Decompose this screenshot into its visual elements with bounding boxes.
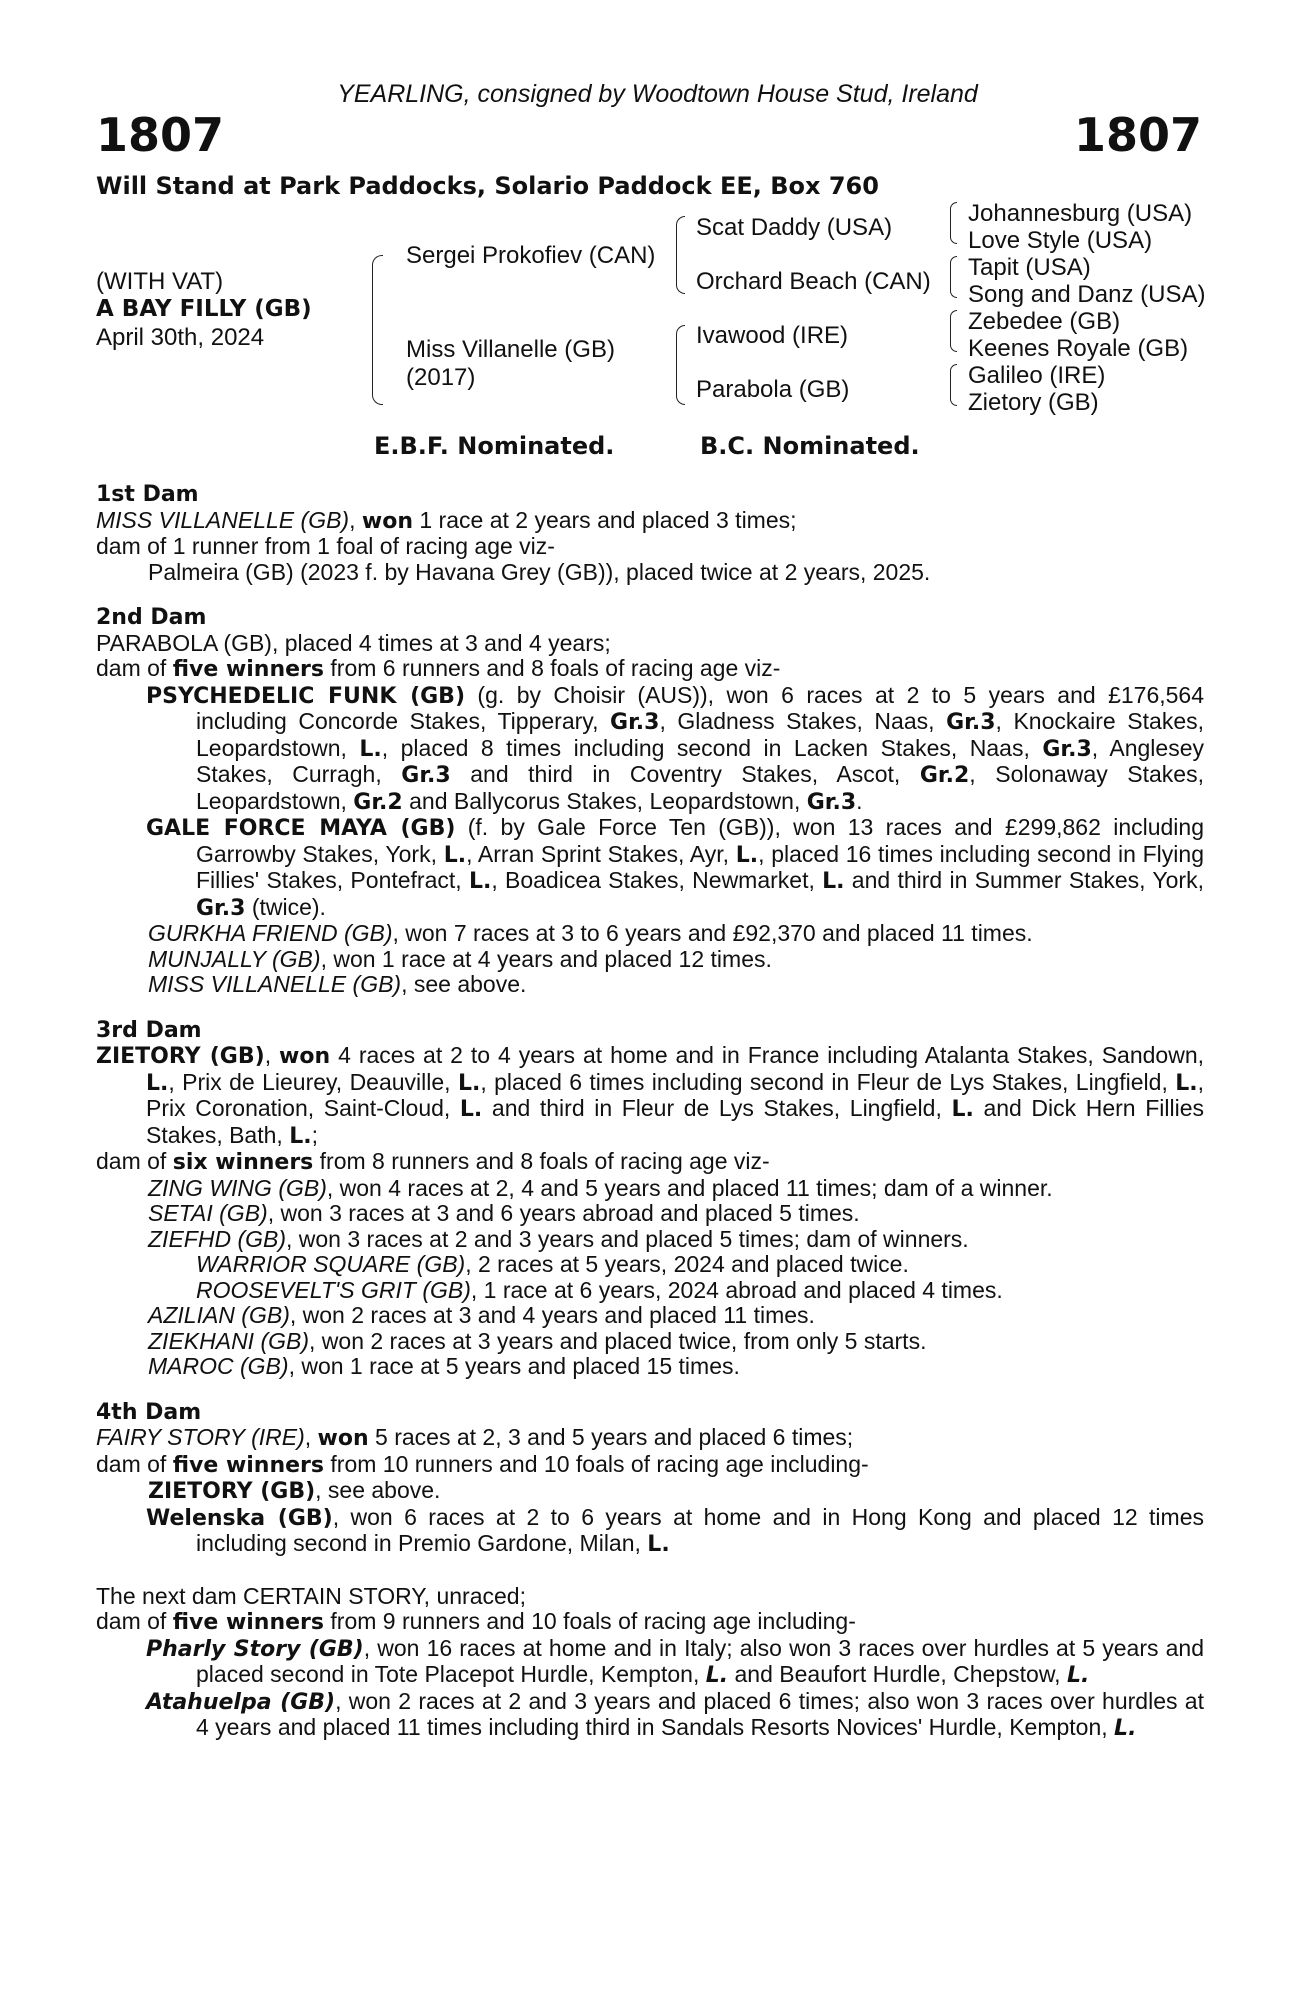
race-grade: L. xyxy=(1175,1070,1198,1096)
fourth-dam-summary xyxy=(96,1425,1204,1452)
third-dam-summary xyxy=(96,1043,1204,1149)
race-grade: L. xyxy=(735,842,759,868)
pedigree-dss: Zebedee (GB) xyxy=(968,308,1121,335)
dam-of-label: dam of xyxy=(96,1608,173,1634)
race-record: , placed 16 times including second in Flying Fillies' Stakes, Pontefract, xyxy=(196,840,1204,893)
pedigree-sds: Tapit (USA) xyxy=(968,254,1091,281)
race-record: , won 3 races at 2 and 3 years and placed 5 times; dam of winners. xyxy=(286,1225,969,1252)
first-dam-section xyxy=(96,482,1204,585)
race-record: , Knockaire Stakes, Leopardstown, xyxy=(196,708,1204,761)
progeny-entry xyxy=(96,683,1204,816)
race-grade: L. xyxy=(468,869,492,894)
progeny-entry xyxy=(96,1176,1204,1202)
second-dam-heading: 2nd Dam xyxy=(96,605,207,630)
race-grade: L. xyxy=(1066,1663,1090,1688)
race-record: , won 1 race at 4 years and placed 12 times. xyxy=(320,945,772,972)
won-label: won xyxy=(361,508,413,534)
progeny-entry xyxy=(96,1227,1204,1253)
progeny-name: ZIETORY (GB) xyxy=(148,1479,316,1504)
race-record: and Ballycorus Stakes, Leopardstown, xyxy=(402,787,807,814)
race-record: and third in Summer Stakes, York, xyxy=(844,867,1204,893)
race-record: (twice). xyxy=(245,893,326,920)
race-record: , Arran Sprint Stakes, Ayr, xyxy=(466,840,736,867)
progeny-entry: Palmeira (GB) (2023 f. by Havana Grey (GB)), placed twice at 2 years, 2025. xyxy=(148,558,931,585)
first-dam-summary: MISS VILLANELLE (GB), won 1 race at 2 years and placed 3 times; xyxy=(96,506,797,534)
progeny-name: MAROC (GB) xyxy=(148,1353,289,1379)
dam-name: ZIETORY (GB) xyxy=(96,1044,265,1069)
pedigree-ddd: Zietory (GB) xyxy=(968,389,1099,416)
race-grade: L. xyxy=(289,1123,312,1149)
fourth-dam-heading: 4th Dam xyxy=(96,1399,202,1425)
pedigree-brace-dd xyxy=(950,364,957,406)
race-grade: L. xyxy=(459,1097,483,1122)
race-grade: L. xyxy=(705,1663,729,1688)
winners-count: five winners xyxy=(172,1610,325,1635)
fourth-dam-produce xyxy=(96,1452,1204,1479)
progeny-entry xyxy=(96,947,1204,973)
race-record: , see above. xyxy=(315,1477,441,1503)
winners-count: five winners xyxy=(172,1452,325,1478)
race-record: , Prix de Lieurey, Deauville, xyxy=(168,1068,458,1095)
race-record: , Anglesey Stakes, Curragh, xyxy=(196,734,1204,787)
race-record: 4 races at 2 to 4 years at home and in France including Atalanta Stakes, Sandown, xyxy=(330,1042,1205,1068)
dam-of-label: dam of xyxy=(96,1148,173,1174)
third-dam-section xyxy=(96,1018,1204,1380)
progeny-name: GALE FORCE MAYA (GB) xyxy=(146,816,456,841)
race-grade: Gr.3 xyxy=(1042,736,1092,762)
pedigree-dds: Galileo (IRE) xyxy=(968,362,1106,389)
pedigree-brace-sire xyxy=(676,216,685,294)
progeny-name: ZIEKHANI (GB) xyxy=(148,1327,310,1354)
next-dam-summary: The next dam CERTAIN STORY, unraced; xyxy=(96,1582,526,1609)
vat-note: (WITH VAT) xyxy=(96,268,224,295)
race-grade: Gr.3 xyxy=(610,710,660,735)
progeny-name: GURKHA FRIEND (GB) xyxy=(148,920,393,946)
race-grade: L. xyxy=(647,1532,670,1557)
grandprogeny-entry xyxy=(96,1252,1204,1278)
pedigree-dd: Parabola (GB) xyxy=(696,376,850,403)
produce-detail: from 10 runners and 10 foals of racing age including- xyxy=(324,1450,869,1477)
progeny-entry xyxy=(96,1354,1204,1380)
produce-detail: from 8 runners and 8 foals of racing age viz- xyxy=(313,1148,770,1174)
progeny-name: PSYCHEDELIC FUNK (GB) xyxy=(146,683,466,709)
progeny-name: Welenska (GB) xyxy=(146,1505,333,1531)
pedigree-sire: Sergei Prokofiev (CAN) xyxy=(406,242,656,269)
race-grade: L. xyxy=(951,1097,974,1122)
race-grade: Gr.2 xyxy=(919,763,970,788)
race-record: , won 2 races at 2 and 3 years and placed 6 times; also won 3 races over hurdles at 4 years and placed 11 times including third in Sandals Resorts Novices' Hurdle, Kempton, xyxy=(196,1687,1204,1740)
race-record: , Gladness Stakes, Naas, xyxy=(659,708,947,734)
pedigree-sd: Orchard Beach (CAN) xyxy=(696,268,931,295)
third-dam-produce xyxy=(96,1149,1204,1176)
dam-of-label: dam of xyxy=(96,1450,173,1477)
separator: , xyxy=(264,1042,280,1068)
race-record: , won 2 races at 3 and 4 years and placed 11 times. xyxy=(289,1302,815,1328)
fourth-dam-section xyxy=(96,1400,1204,1558)
stand-location: Will Stand at Park Paddocks, Solario Paddock EE, Box 760 xyxy=(96,172,879,200)
second-dam-produce xyxy=(96,656,1204,683)
race-grade: L. xyxy=(443,842,467,868)
race-record: , 1 race at 6 years, 2024 abroad and placed 4 times. xyxy=(470,1276,1003,1303)
race-record: and third in Fleur de Lys Stakes, Lingfield, xyxy=(482,1095,952,1121)
progeny-entry xyxy=(96,921,1204,947)
progeny-name: ZIEFHD (GB) xyxy=(148,1225,286,1252)
progeny-name: AZILIAN (GB) xyxy=(148,1302,290,1328)
progeny-entry xyxy=(96,1689,1204,1742)
progeny-entry xyxy=(96,1636,1204,1689)
dam-name: FAIRY STORY (IRE) xyxy=(96,1424,305,1450)
pedigree-brace-ss xyxy=(950,202,957,244)
pedigree-sdd: Song and Danz (USA) xyxy=(968,281,1206,308)
separator: , xyxy=(304,1424,318,1450)
produce-detail: from 6 runners and 8 foals of racing age viz- xyxy=(324,655,781,681)
pedigree-ss: Scat Daddy (USA) xyxy=(696,214,893,241)
first-dam-produce: dam of 1 runner from 1 foal of racing age viz- xyxy=(96,533,555,559)
race-record: , won 4 races at 2, 4 and 5 years and placed 11 times; dam of a winner. xyxy=(326,1174,1053,1201)
pedigree-ds: Ivawood (IRE) xyxy=(696,322,849,349)
pedigree-brace-ds xyxy=(950,310,957,352)
winners-count: six winners xyxy=(172,1150,314,1175)
dam-of-label: dam of xyxy=(96,655,173,681)
race-record: and Dick Hern Fillies Stakes, Bath, xyxy=(146,1095,1204,1148)
progeny-entry xyxy=(96,1303,1204,1329)
ebf-nomination: E.B.F. Nominated. xyxy=(374,432,615,460)
race-record: , placed 8 times including second in Lacken Stakes, Naas, xyxy=(381,734,1043,761)
race-record: , won 3 races at 3 and 6 years abroad and placed 5 times. xyxy=(267,1200,860,1226)
race-record: , won 6 races at 2 to 6 years at home and in Hong Kong and placed 12 times including second in Premio Gardone, Milan, xyxy=(196,1503,1204,1556)
race-record: and third in Coventry Stakes, Ascot, xyxy=(450,761,920,787)
race-grade: Gr.3 xyxy=(401,763,451,788)
race-grade: Gr.2 xyxy=(353,789,403,815)
race-record: , placed 6 times including second in Fleur de Lys Stakes, Lingfield, xyxy=(480,1068,1176,1095)
race-record: , Boadicea Stakes, Newmarket, xyxy=(491,867,823,893)
pedigree-dam: Miss Villanelle (GB) xyxy=(406,336,615,363)
horse-name: A BAY FILLY (GB) xyxy=(96,296,312,322)
race-record: , won 2 races at 3 years and placed twice, from only 5 starts. xyxy=(309,1327,927,1354)
progeny-name: Atahuelpa (GB) xyxy=(146,1689,336,1715)
progeny-entry xyxy=(96,815,1204,921)
race-record: , won 16 races at home and in Italy; also won 3 races over hurdles at 5 years and placed second in Tote Placepot Hurdle, Kempton, xyxy=(196,1634,1204,1687)
next-dam-produce xyxy=(96,1609,1204,1636)
first-dam-heading: 1st Dam xyxy=(96,482,199,507)
progeny-name: MISS VILLANELLE (GB) xyxy=(148,971,402,997)
race-grade: Gr.3 xyxy=(946,710,996,735)
progeny-entry xyxy=(96,972,1204,998)
race-record: . xyxy=(856,787,863,814)
race-grade: Gr.3 xyxy=(196,895,246,921)
progeny-entry xyxy=(96,1478,1204,1505)
lot-number-left: 1807 xyxy=(96,108,225,162)
next-dam-section xyxy=(96,1584,1204,1742)
race-grade: L. xyxy=(822,869,845,894)
race-grade: L. xyxy=(359,736,382,762)
pedigree-dam-year: (2017) xyxy=(406,364,476,391)
progeny-name: ROOSEVELT'S GRIT (GB) xyxy=(196,1276,471,1303)
bc-nomination: B.C. Nominated. xyxy=(700,432,920,460)
race-record: (f. by Gale Force Ten (GB)), won 13 races and £299,862 including Garrowby Stakes, York, xyxy=(196,814,1204,867)
race-record: , Prix Coronation, Saint-Cloud, xyxy=(146,1068,1204,1121)
race-record: , 2 races at 5 years, 2024 and placed twice. xyxy=(465,1251,909,1277)
progeny-entry xyxy=(96,1329,1204,1355)
second-dam-section xyxy=(96,605,1204,998)
progeny-name: ZING WING (GB) xyxy=(148,1174,327,1201)
race-record: (g. by Choisir (AUS)), won 6 races at 2 to 5 years and £176,564 including Concorde Stakes, Tipperary, xyxy=(196,681,1204,734)
race-record: 5 races at 2, 3 and 5 years and placed 6 times; xyxy=(368,1424,854,1450)
progeny-name: MUNJALLY (GB) xyxy=(148,945,321,972)
progeny-entry xyxy=(96,1201,1204,1227)
pedigree-dsd: Keenes Royale (GB) xyxy=(968,335,1189,362)
race-record: , see above. xyxy=(401,971,527,997)
progeny-name: Pharly Story (GB) xyxy=(146,1636,364,1662)
race-record: , won 7 races at 3 to 6 years and £92,370 and placed 11 times. xyxy=(392,920,1033,946)
race-record: , won 1 race at 5 years and placed 15 times. xyxy=(288,1353,740,1379)
consignor-subtitle: YEARLING, consigned by Woodtown House Stud, Ireland xyxy=(337,80,978,108)
second-dam-summary: PARABOLA (GB), placed 4 times at 3 and 4 years; xyxy=(96,629,611,656)
race-record: , Solonaway Stakes, Leopardstown, xyxy=(196,761,1204,814)
grandprogeny-entry xyxy=(96,1278,1204,1304)
pedigree-brace-dam xyxy=(676,325,685,405)
winners-count: five winners xyxy=(172,657,325,682)
progeny-name: WARRIOR SQUARE (GB) xyxy=(196,1251,466,1277)
race-grade: L. xyxy=(457,1070,481,1096)
catalogue-body xyxy=(96,482,1204,1742)
pedigree-ssd: Love Style (USA) xyxy=(968,227,1153,254)
dam-name: MISS VILLANELLE (GB) xyxy=(96,506,350,533)
race-grade: Gr.3 xyxy=(806,789,857,815)
progeny-name: SETAI (GB) xyxy=(148,1200,268,1226)
race-record: ; xyxy=(311,1121,318,1148)
pedigree-brace-main xyxy=(372,255,383,405)
horse-dob: April 30th, 2024 xyxy=(96,324,265,351)
race-record: 1 race at 2 years and placed 3 times; xyxy=(412,506,797,533)
produce-detail: from 9 runners and 10 foals of racing age including- xyxy=(324,1608,856,1634)
won-label: won xyxy=(279,1044,331,1069)
won-label: won xyxy=(317,1426,369,1451)
third-dam-heading: 3rd Dam xyxy=(96,1017,202,1043)
lot-number-right: 1807 xyxy=(1073,108,1202,162)
pedigree-sss: Johannesburg (USA) xyxy=(968,200,1193,227)
race-grade: L. xyxy=(146,1070,169,1096)
progeny-entry xyxy=(96,1505,1204,1558)
race-grade: L. xyxy=(1114,1716,1137,1741)
pedigree-brace-sd xyxy=(950,256,957,298)
race-record: and Beaufort Hurdle, Chepstow, xyxy=(728,1661,1067,1687)
